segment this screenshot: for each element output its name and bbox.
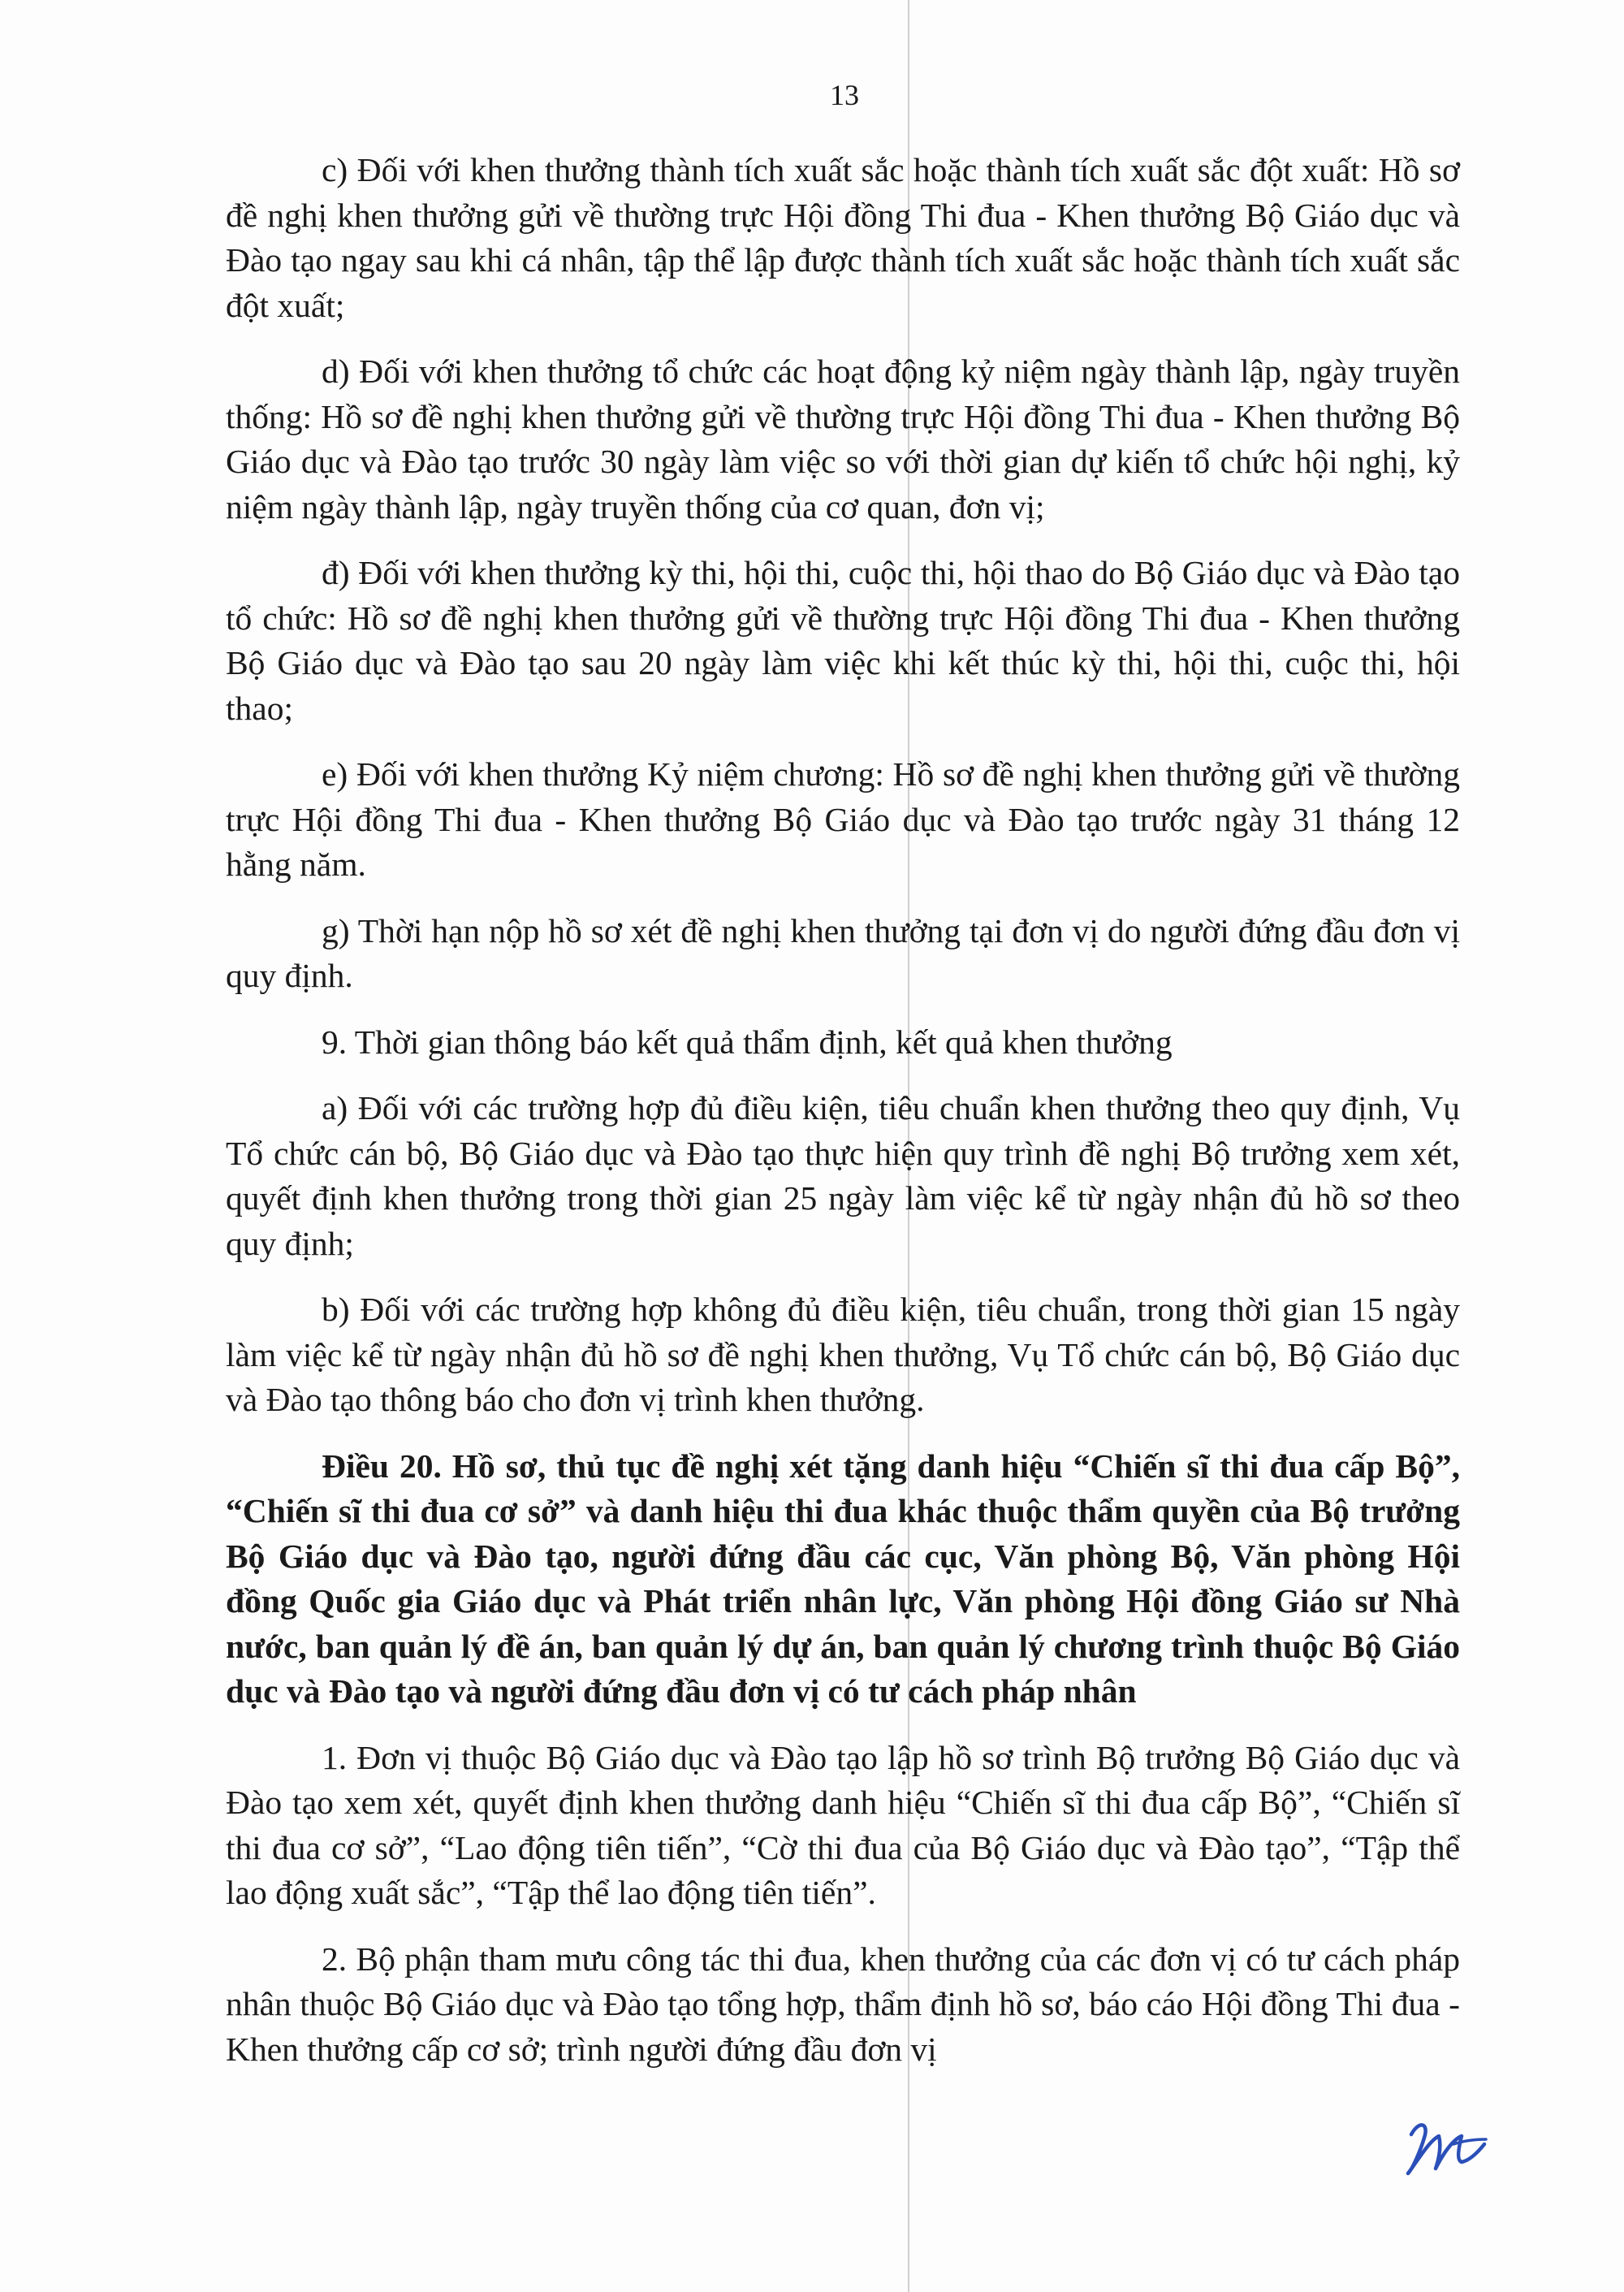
handwritten-initials-signature: [1397, 2112, 1494, 2185]
paragraph-dd: đ) Đối với khen thưởng kỳ thi, hội thi, cuộc thi, hội thao do Bộ Giáo dục và Đào tạo tổ chức: Hồ sơ đề nghị khen thưởng gửi về thường trực Hội đồng Thi đua - Khen thưởng Bộ Giáo dục và Đào tạo sau 20 ngày làm việc khi kết thúc kỳ thi, hội thi, cuộc thi, hội thao;: [226, 554, 1460, 727]
article-20-item-1: 1. Đơn vị thuộc Bộ Giáo dục và Đào tạo lập hồ sơ trình Bộ trưởng Bộ Giáo dục và Đào tạo xem xét, quyết định khen thưởng danh hiệu “Chiến sĩ thi đua cấp Bộ”, “Chiến sĩ thi đua cơ sở”, “Lao động tiên tiến”, “Cờ thi đua của Bộ Giáo dục và Đào tạo”, “Tập thể lao động xuất sắc”, “Tập thể lao động tiên tiến”.: [226, 1738, 1460, 1911]
paragraph-9b: b) Đối với các trường hợp không đủ điều kiện, tiêu chuẩn, trong thời gian 15 ngày làm việc kể từ ngày nhận đủ hồ sơ đề nghị khen thưởng, Vụ Tổ chức cán bộ, Bộ Giáo dục và Đào tạo thông báo cho đơn vị trình khen thưởng.: [226, 1291, 1460, 1418]
article-20-item-2: 2. Bộ phận tham mưu công tác thi đua, khen thưởng của các đơn vị có tư cách pháp nhân thuộc Bộ Giáo dục và Đào tạo tổng hợp, thẩm định hồ sơ, báo cáo Hội đồng Thi đua - Khen thưởng cấp cơ sở; trình người đứng đầu đơn vị: [226, 1940, 1460, 2068]
article-20-heading: Điều 20. Hồ sơ, thủ tục đề nghị xét tặng danh hiệu “Chiến sĩ thi đua cấp Bộ”, “Chiến sĩ thi đua cơ sở” và danh hiệu thi đua khác thuộc thẩm quyền của Bộ trưởng Bộ Giáo dục và Đào tạo, người đứng đầu các cục, Văn phòng Bộ, Văn phòng Hội đồng Quốc gia Giáo dục và Phát triển nhân lực, Văn phòng Hội đồng Giáo sư Nhà nước, ban quản lý đề án, ban quản lý dự án, ban quản lý chương trình thuộc Bộ Giáo dục và Đào tạo và người đứng đầu đơn vị có tư cách pháp nhân: [226, 1447, 1460, 1710]
document-body: [226, 148, 1460, 2093]
page-number: 13: [830, 79, 859, 111]
paragraph-d: d) Đối với khen thưởng tổ chức các hoạt động kỷ niệm ngày thành lập, ngày truyền thống: Hồ sơ đề nghị khen thưởng gửi về thường trực Hội đồng Thi đua - Khen thưởng Bộ Giáo dục và Đào tạo trước 30 ngày làm việc so với thời gian dự kiến tổ chức hội nghị, kỷ niệm ngày thành lập, ngày truyền thống của cơ quan, đơn vị;: [226, 352, 1460, 525]
paragraph-c: c) Đối với khen thưởng thành tích xuất sắc hoặc thành tích xuất sắc đột xuất: Hồ sơ đề nghị khen thưởng gửi về thường trực Hội đồng Thi đua - Khen thưởng Bộ Giáo dục và Đào tạo ngay sau khi cá nhân, tập thể lập được thành tích xuất sắc hoặc thành tích xuất sắc đột xuất;: [226, 151, 1460, 324]
paragraph-9a: a) Đối với các trường hợp đủ điều kiện, tiêu chuẩn khen thưởng theo quy định, Vụ Tổ chức cán bộ, Bộ Giáo dục và Đào tạo thực hiện quy trình đề nghị Bộ trưởng xem xét, quyết định khen thưởng trong thời gian 25 ngày làm việc kể từ ngày nhận đủ hồ sơ theo quy định;: [226, 1089, 1460, 1262]
paragraph-g: g) Thời hạn nộp hồ sơ xét đề nghị khen thưởng tại đơn vị do người đứng đầu đơn vị quy định.: [226, 911, 1460, 994]
section-9-heading: 9. Thời gian thông báo kết quả thẩm định, kết quả khen thưởng: [322, 1023, 1173, 1061]
paragraph-e: e) Đối với khen thưởng Kỷ niệm chương: Hồ sơ đề nghị khen thưởng gửi về thường trực Hội đồng Thi đua - Khen thưởng Bộ Giáo dục và Đào tạo trước ngày 31 tháng 12 hằng năm.: [226, 755, 1460, 883]
